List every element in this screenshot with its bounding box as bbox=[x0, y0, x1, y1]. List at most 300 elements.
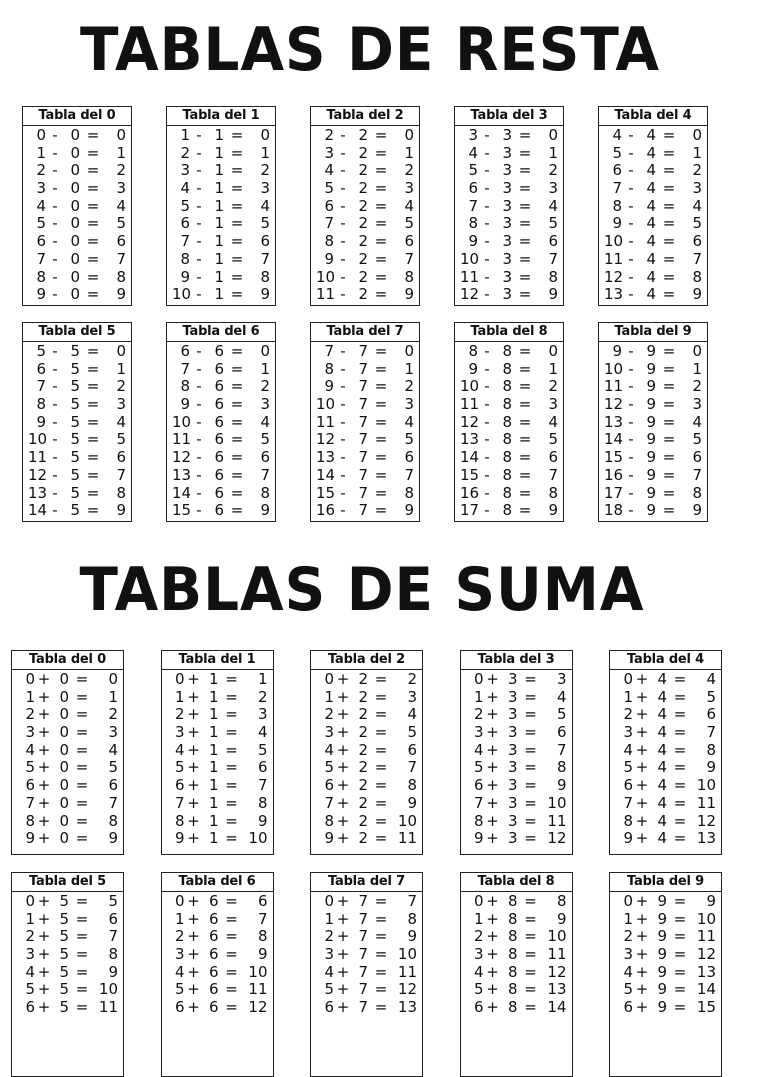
operator: - bbox=[340, 412, 346, 431]
operand-a: 1 bbox=[25, 687, 35, 706]
table-row bbox=[167, 830, 268, 848]
equals-sign: = bbox=[75, 740, 89, 759]
equals-sign: = bbox=[225, 998, 238, 1017]
operator: - bbox=[340, 196, 346, 215]
result: 5 bbox=[260, 214, 270, 233]
operand-a: 16 bbox=[316, 501, 336, 520]
operand-a: 10 bbox=[460, 377, 480, 396]
result: 6 bbox=[548, 232, 558, 251]
operand-b: 8 bbox=[502, 412, 512, 431]
operand-a: 5 bbox=[174, 980, 185, 999]
table-row bbox=[615, 671, 716, 689]
equals-sign: = bbox=[662, 412, 676, 431]
operand-a: 6 bbox=[623, 776, 633, 795]
operand-a: 15 bbox=[172, 501, 192, 520]
table-row bbox=[28, 431, 126, 449]
result: 1 bbox=[692, 359, 702, 378]
equals-sign: = bbox=[518, 377, 532, 396]
operand-b: 4 bbox=[646, 161, 656, 180]
table-row bbox=[172, 215, 270, 233]
result: 6 bbox=[108, 776, 118, 795]
table-row bbox=[316, 343, 414, 361]
result: 8 bbox=[548, 267, 558, 286]
operator: + bbox=[336, 723, 350, 742]
operator: + bbox=[486, 945, 499, 964]
operand-b: 2 bbox=[358, 232, 368, 251]
operator: + bbox=[187, 723, 200, 742]
table-row bbox=[17, 928, 118, 946]
operator: + bbox=[187, 776, 200, 795]
operand-a: 14 bbox=[604, 430, 624, 449]
equals-sign: = bbox=[86, 161, 100, 180]
operand-b: 9 bbox=[657, 909, 667, 928]
operand-a: 5 bbox=[36, 214, 46, 233]
table-row bbox=[316, 431, 414, 449]
equals-sign: = bbox=[673, 811, 687, 830]
table-row bbox=[17, 777, 118, 795]
operator: - bbox=[196, 232, 202, 251]
table-row bbox=[172, 361, 270, 379]
operator: + bbox=[635, 758, 649, 777]
operand-b: 4 bbox=[646, 249, 656, 268]
table-header: Tabla del 3 bbox=[461, 651, 572, 670]
operand-a: 11 bbox=[604, 377, 624, 396]
table-row bbox=[604, 467, 702, 485]
table-header: Tabla del 7 bbox=[311, 873, 422, 892]
result: 7 bbox=[548, 249, 558, 268]
table-row bbox=[28, 198, 126, 216]
result: 0 bbox=[108, 670, 118, 688]
operand-a: 14 bbox=[172, 483, 192, 502]
operand-b: 3 bbox=[502, 161, 512, 180]
table-row bbox=[460, 269, 558, 287]
operator: + bbox=[635, 892, 649, 910]
result: 0 bbox=[260, 342, 270, 360]
operand-b: 0 bbox=[59, 758, 69, 777]
operator: - bbox=[196, 196, 202, 215]
operand-b: 2 bbox=[358, 249, 368, 268]
equals-sign: = bbox=[673, 740, 687, 759]
operand-a: 8 bbox=[180, 249, 190, 268]
equals-sign: = bbox=[230, 196, 244, 215]
operator: - bbox=[628, 377, 634, 396]
table-row bbox=[167, 724, 268, 742]
result: 8 bbox=[116, 483, 126, 502]
table-row bbox=[316, 215, 414, 233]
table-row bbox=[316, 396, 414, 414]
equals-sign: = bbox=[75, 892, 89, 910]
equals-sign: = bbox=[518, 448, 532, 467]
operator: - bbox=[340, 143, 346, 162]
resta-table-1 bbox=[166, 106, 276, 306]
operand-b: 7 bbox=[358, 892, 368, 910]
operand-a: 5 bbox=[25, 758, 35, 777]
operator: - bbox=[52, 285, 58, 304]
result: 12 bbox=[696, 811, 716, 830]
operand-b: 1 bbox=[214, 196, 224, 215]
operand-a: 9 bbox=[36, 412, 46, 431]
operand-a: 2 bbox=[174, 927, 185, 946]
operand-b: 1 bbox=[208, 829, 219, 848]
operand-a: 1 bbox=[623, 909, 633, 928]
operator: + bbox=[336, 998, 350, 1017]
result: 12 bbox=[248, 998, 268, 1017]
equals-sign: = bbox=[374, 342, 388, 360]
operand-b: 6 bbox=[208, 980, 219, 999]
operand-b: 9 bbox=[657, 962, 667, 981]
result: 4 bbox=[116, 196, 126, 215]
operand-b: 0 bbox=[70, 214, 80, 233]
equals-sign: = bbox=[374, 448, 388, 467]
operand-b: 2 bbox=[358, 285, 368, 304]
operator: - bbox=[484, 285, 490, 304]
operand-b: 5 bbox=[70, 359, 80, 378]
equals-sign: = bbox=[86, 430, 100, 449]
equals-sign: = bbox=[662, 395, 676, 414]
table-row bbox=[615, 893, 716, 911]
operator: + bbox=[37, 811, 51, 830]
table-row bbox=[172, 251, 270, 269]
operand-a: 9 bbox=[623, 829, 633, 848]
equals-sign: = bbox=[86, 214, 100, 233]
table-row bbox=[28, 502, 126, 520]
table-row bbox=[615, 706, 716, 724]
operand-a: 13 bbox=[460, 430, 480, 449]
result: 2 bbox=[260, 377, 270, 396]
operand-b: 6 bbox=[214, 395, 224, 414]
operand-a: 0 bbox=[473, 892, 484, 910]
operand-b: 8 bbox=[502, 342, 512, 360]
result: 1 bbox=[108, 687, 118, 706]
table-header: Tabla del 5 bbox=[12, 873, 123, 892]
result: 9 bbox=[108, 829, 118, 848]
result: 1 bbox=[548, 143, 558, 162]
operator: + bbox=[37, 687, 51, 706]
result: 5 bbox=[556, 705, 567, 724]
operator: + bbox=[486, 758, 499, 777]
operator: - bbox=[52, 267, 58, 286]
table-row bbox=[316, 946, 417, 964]
equals-sign: = bbox=[518, 143, 532, 162]
table-header: Tabla del 1 bbox=[167, 107, 275, 126]
result: 6 bbox=[548, 448, 558, 467]
operand-b: 4 bbox=[646, 143, 656, 162]
operand-a: 3 bbox=[36, 179, 46, 198]
operator: + bbox=[486, 723, 499, 742]
result: 7 bbox=[407, 892, 417, 910]
operand-b: 4 bbox=[657, 687, 667, 706]
operand-a: 6 bbox=[174, 998, 185, 1017]
operand-a: 0 bbox=[174, 892, 185, 910]
equals-sign: = bbox=[230, 501, 244, 520]
table-row bbox=[28, 286, 126, 304]
operand-a: 7 bbox=[36, 249, 46, 268]
operand-b: 7 bbox=[358, 395, 368, 414]
table-row bbox=[466, 795, 567, 813]
table-row bbox=[316, 361, 414, 379]
equals-sign: = bbox=[524, 980, 537, 999]
table-row bbox=[316, 198, 414, 216]
table-row bbox=[28, 467, 126, 485]
table-row bbox=[460, 485, 558, 503]
equals-sign: = bbox=[230, 412, 244, 431]
operator: - bbox=[628, 143, 634, 162]
operand-a: 5 bbox=[174, 758, 185, 777]
result: 6 bbox=[116, 448, 126, 467]
operator: - bbox=[196, 395, 202, 414]
result: 13 bbox=[696, 962, 716, 981]
table-row bbox=[466, 946, 567, 964]
table-row bbox=[28, 180, 126, 198]
equals-sign: = bbox=[75, 758, 89, 777]
equals-sign: = bbox=[662, 232, 676, 251]
table-row bbox=[604, 449, 702, 467]
operator: + bbox=[187, 909, 200, 928]
table-row bbox=[460, 343, 558, 361]
operand-a: 7 bbox=[36, 377, 46, 396]
result: 2 bbox=[257, 687, 268, 706]
table-row bbox=[615, 928, 716, 946]
operator: - bbox=[484, 483, 490, 502]
operand-b: 7 bbox=[358, 465, 368, 484]
result: 9 bbox=[116, 285, 126, 304]
equals-sign: = bbox=[230, 285, 244, 304]
equals-sign: = bbox=[673, 705, 687, 724]
equals-sign: = bbox=[225, 758, 238, 777]
operand-a: 2 bbox=[25, 705, 35, 724]
operator: - bbox=[340, 285, 346, 304]
suma-table-6 bbox=[161, 872, 274, 1077]
resta-table-5 bbox=[22, 322, 132, 522]
operator: - bbox=[340, 377, 346, 396]
equals-sign: = bbox=[225, 687, 238, 706]
equals-sign: = bbox=[75, 705, 89, 724]
operand-a: 3 bbox=[25, 723, 35, 742]
result: 7 bbox=[116, 249, 126, 268]
result: 8 bbox=[257, 793, 268, 812]
table-row bbox=[17, 999, 118, 1017]
operand-a: 9 bbox=[324, 829, 334, 848]
operand-a: 3 bbox=[180, 161, 190, 180]
operand-a: 3 bbox=[324, 723, 334, 742]
suma-table-8 bbox=[460, 872, 573, 1077]
operand-a: 3 bbox=[174, 945, 185, 964]
operand-b: 8 bbox=[502, 359, 512, 378]
operand-b: 5 bbox=[59, 980, 69, 999]
result: 6 bbox=[108, 909, 118, 928]
equals-sign: = bbox=[225, 909, 238, 928]
operand-b: 1 bbox=[208, 811, 219, 830]
operator: + bbox=[486, 811, 499, 830]
result: 2 bbox=[260, 161, 270, 180]
operator: - bbox=[484, 501, 490, 520]
table-row bbox=[172, 396, 270, 414]
operand-a: 5 bbox=[623, 758, 633, 777]
operand-b: 6 bbox=[214, 412, 224, 431]
operand-a: 5 bbox=[473, 758, 484, 777]
operand-b: 3 bbox=[507, 811, 518, 830]
result: 4 bbox=[116, 412, 126, 431]
operand-a: 7 bbox=[324, 793, 334, 812]
equals-sign: = bbox=[230, 483, 244, 502]
result: 11 bbox=[98, 998, 118, 1017]
equals-sign: = bbox=[75, 909, 89, 928]
operand-b: 5 bbox=[59, 998, 69, 1017]
table-row bbox=[17, 911, 118, 929]
table-row bbox=[615, 742, 716, 760]
table-header: Tabla del 0 bbox=[12, 651, 123, 670]
result: 4 bbox=[260, 196, 270, 215]
operand-b: 9 bbox=[646, 342, 656, 360]
operand-b: 0 bbox=[59, 811, 69, 830]
equals-sign: = bbox=[225, 705, 238, 724]
operand-a: 8 bbox=[174, 811, 185, 830]
operand-a: 5 bbox=[473, 980, 484, 999]
equals-sign: = bbox=[518, 430, 532, 449]
result: 7 bbox=[404, 249, 414, 268]
operand-b: 5 bbox=[70, 465, 80, 484]
result: 4 bbox=[407, 705, 417, 724]
equals-sign: = bbox=[662, 377, 676, 396]
operator: + bbox=[635, 945, 649, 964]
result: 9 bbox=[257, 811, 268, 830]
table-header: Tabla del 8 bbox=[461, 873, 572, 892]
result: 11 bbox=[696, 927, 716, 946]
result: 11 bbox=[397, 962, 417, 981]
operand-b: 4 bbox=[657, 811, 667, 830]
equals-sign: = bbox=[524, 793, 537, 812]
result: 7 bbox=[692, 249, 702, 268]
operand-a: 4 bbox=[36, 196, 46, 215]
table-row bbox=[604, 127, 702, 145]
operator: - bbox=[628, 285, 634, 304]
equals-sign: = bbox=[673, 909, 687, 928]
result: 9 bbox=[692, 285, 702, 304]
suma-table-3 bbox=[460, 650, 573, 855]
equals-sign: = bbox=[662, 161, 676, 180]
operand-b: 2 bbox=[358, 179, 368, 198]
result: 13 bbox=[397, 998, 417, 1017]
table-row bbox=[615, 946, 716, 964]
table-row bbox=[466, 689, 567, 707]
operator: - bbox=[628, 214, 634, 233]
suma-table-9 bbox=[609, 872, 722, 1077]
result: 3 bbox=[548, 179, 558, 198]
operand-a: 10 bbox=[604, 359, 624, 378]
operand-b: 3 bbox=[507, 793, 518, 812]
operand-a: 8 bbox=[623, 811, 633, 830]
operand-b: 0 bbox=[70, 161, 80, 180]
table-row bbox=[615, 689, 716, 707]
table-row bbox=[172, 343, 270, 361]
table-row bbox=[604, 269, 702, 287]
operator: - bbox=[340, 483, 346, 502]
operand-b: 3 bbox=[502, 214, 512, 233]
equals-sign: = bbox=[75, 776, 89, 795]
operand-b: 5 bbox=[59, 927, 69, 946]
operator: + bbox=[486, 705, 499, 724]
operator: + bbox=[486, 776, 499, 795]
operand-a: 11 bbox=[28, 448, 48, 467]
operand-b: 5 bbox=[70, 430, 80, 449]
operator: - bbox=[484, 448, 490, 467]
table-row bbox=[615, 999, 716, 1017]
equals-sign: = bbox=[673, 998, 687, 1017]
table-row bbox=[604, 215, 702, 233]
operand-a: 5 bbox=[36, 342, 46, 360]
operand-b: 5 bbox=[70, 395, 80, 414]
operand-b: 1 bbox=[208, 740, 219, 759]
table-header: Tabla del 9 bbox=[599, 323, 707, 342]
result: 1 bbox=[404, 143, 414, 162]
result: 8 bbox=[556, 892, 567, 910]
operator: + bbox=[187, 945, 200, 964]
table-row bbox=[316, 467, 414, 485]
operand-a: 11 bbox=[460, 267, 480, 286]
operator: + bbox=[187, 892, 200, 910]
table-row bbox=[172, 467, 270, 485]
result: 7 bbox=[407, 758, 417, 777]
operand-b: 8 bbox=[502, 501, 512, 520]
equals-sign: = bbox=[662, 501, 676, 520]
operand-a: 3 bbox=[623, 723, 633, 742]
operator: + bbox=[336, 909, 350, 928]
operand-b: 0 bbox=[70, 232, 80, 251]
operand-b: 2 bbox=[358, 126, 368, 144]
equals-sign: = bbox=[230, 342, 244, 360]
operand-a: 6 bbox=[468, 179, 478, 198]
operator: + bbox=[486, 998, 499, 1017]
table-row bbox=[316, 911, 417, 929]
result: 8 bbox=[260, 483, 270, 502]
operand-a: 4 bbox=[473, 962, 484, 981]
operand-a: 5 bbox=[612, 143, 622, 162]
operand-a: 11 bbox=[316, 412, 336, 431]
equals-sign: = bbox=[374, 909, 388, 928]
operand-b: 8 bbox=[507, 998, 518, 1017]
operand-a: 3 bbox=[324, 945, 334, 964]
operand-b: 8 bbox=[507, 980, 518, 999]
result: 7 bbox=[548, 465, 558, 484]
operand-b: 6 bbox=[214, 465, 224, 484]
operand-a: 7 bbox=[612, 179, 622, 198]
operand-a: 0 bbox=[324, 892, 334, 910]
operand-b: 0 bbox=[59, 776, 69, 795]
table-row bbox=[172, 378, 270, 396]
operand-b: 5 bbox=[59, 909, 69, 928]
result: 11 bbox=[547, 945, 567, 964]
operator: - bbox=[196, 161, 202, 180]
operand-a: 7 bbox=[623, 793, 633, 812]
operator: - bbox=[340, 267, 346, 286]
table-row bbox=[460, 233, 558, 251]
operand-a: 3 bbox=[473, 723, 484, 742]
result: 6 bbox=[260, 448, 270, 467]
operand-a: 4 bbox=[612, 126, 622, 144]
operator: - bbox=[628, 267, 634, 286]
result: 8 bbox=[692, 267, 702, 286]
operand-a: 2 bbox=[623, 705, 633, 724]
equals-sign: = bbox=[374, 143, 388, 162]
operator: - bbox=[196, 448, 202, 467]
table-row bbox=[167, 689, 268, 707]
operand-b: 9 bbox=[657, 980, 667, 999]
operand-a: 3 bbox=[324, 143, 334, 162]
operand-a: 7 bbox=[468, 196, 478, 215]
operator: - bbox=[196, 465, 202, 484]
result: 6 bbox=[404, 232, 414, 251]
table-row bbox=[316, 928, 417, 946]
